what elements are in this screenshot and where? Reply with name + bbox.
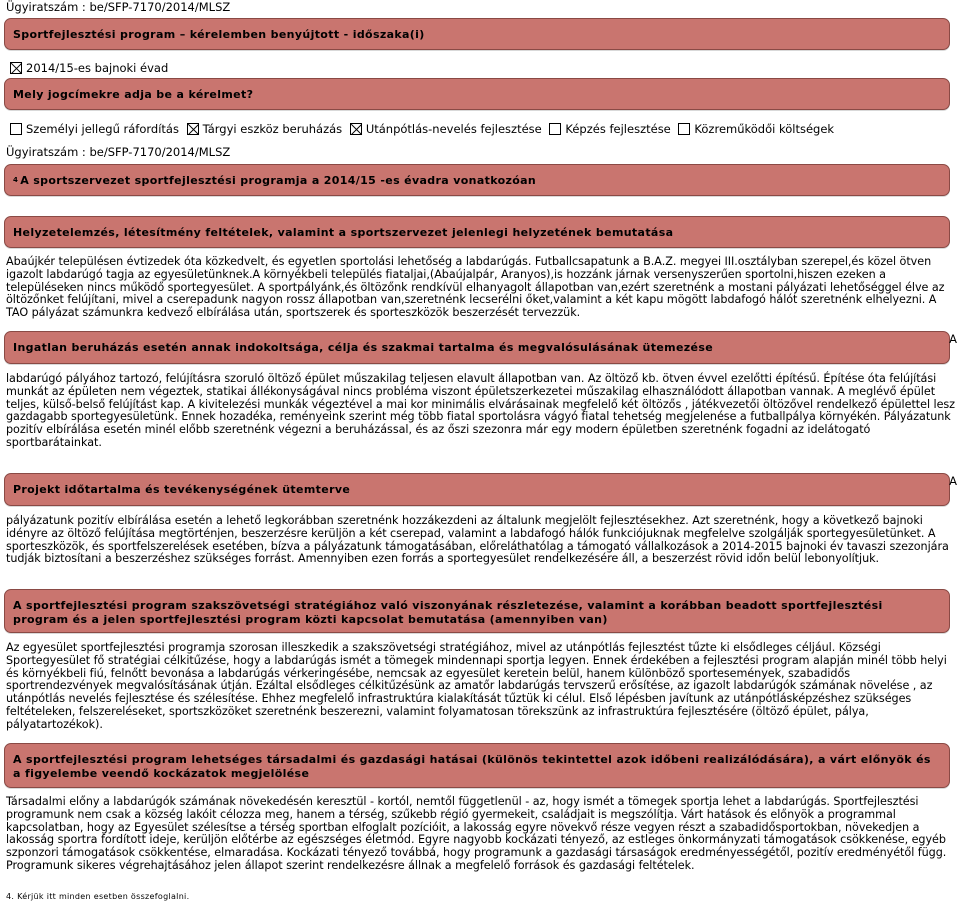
season-label: 2014/15-es bajnoki évad [26, 61, 169, 75]
timeline-section-header [4, 473, 950, 506]
real-estate-section-title: Ingatlan beruházás esetén annak indokoltsága, célja és szakmai tartalma és megvalósulásának ütemezése [13, 341, 714, 354]
timeline-marker: A [949, 474, 957, 488]
personnel-label: Személyi jellegű ráfordítás [26, 122, 179, 136]
grounds-options [10, 122, 838, 136]
real-estate-text: labdarúgó pályához tartozó, felújításra szoruló öltöző épület műszakilag teljesen elavult állapotban van. Az öltöző kb. ötven évvel ezelőtti építésű. Építése óta felújítási munkát az épületen nem végeztek, statikai állékonyságával nincs probléma viszont épületszerkezetei műszakilag elhasználódott állapotban vannak. A meglévő épület teljes, külső-belső felújítást kap. A kivitelezési munkák végeztével a mai kor minimális elvárásainak megfelelő két öltözős , játékvezetői öltözővel rendelkező épülettel lesz gazdagabb sportegyesületünk. Ennek hozadéka, reményeink szerint még több fiatal sportolásra vágyó fiatal tehetség megjelenése a futballpálya környékén. Pályázatunk pozitív elbírálása esetén minél előbb szeretnénk végezni a beruházással, és az őszi szezonra már egy modern épületben szeretnénk fogadni az idelátogató sportbarátainkat. [6, 372, 956, 449]
footnote-reference: 4 [13, 176, 19, 184]
intermediary-checkbox[interactable] [678, 123, 690, 135]
situation-text: Abaújkér településen évtizedek óta közkedvelt, és egyetlen sportolási lehetőség a labdarúgás. Futballcsapatunk a B.A.Z. megyei III.osztályban szerepel,és közel ötven igazolt labdarúgó tagja az egyesületünknek.A környékbeli település fiataljai,(Abaújalpár, Aranyos),is hozzánk járnak versenyszerűen sportolni,hiszen ezeken a településeken nincs működő sportegyesület. A sportpályánk,és öltözőnk rendkívül elhanyagolt állapotban van,ezért szeretnénk a mostani pályázati lehetőséggel élve az öltözőnket felújítani, mivel a cserepadunk nagyon rossz állapotban van,szeretnénk lecserélni őket,valamint a két kapu mögött labdafogó hálót szeretnénk elhelyezni. A TAO pályázat számunkra kedvező elbírálása után, sportszerek és sporteszközök beszerzését tervezzük. [6, 255, 945, 320]
youth-checkbox[interactable] [350, 123, 362, 135]
assets-label: Tárgyi eszköz beruházás [202, 122, 343, 136]
timeline-section-title: Projekt időtartalma és tevékenységének ütemterve [13, 483, 351, 496]
personnel-checkbox[interactable] [10, 123, 22, 135]
program-section-header [4, 164, 950, 196]
intermediary-label: Közreműködői költségek [694, 122, 835, 136]
training-label: Képzés fejlesztése [565, 122, 671, 136]
period-section-header [4, 18, 950, 50]
case-number-middle: Ügyiratszám : be/SFP-7170/2014/MLSZ [6, 145, 231, 159]
training-checkbox[interactable] [549, 123, 561, 135]
situation-section-title: Helyzetelemzés, létesítmény feltételek, valamint a sportszervezet jelenlegi helyzetének bemutatása [13, 225, 674, 239]
season-option[interactable] [10, 61, 168, 75]
grounds-option-assets[interactable] [187, 122, 343, 136]
strategy-text: Az egyesület sportfejlesztési programja szorosan illeszkedik a szakszövetségi stratégiához, mivel az utánpótlás fejlesztést tűzte ki elsődleges céljául. Községi Sportegyesület fő stratégiai célkitűzése, hogy a labdarúgás ismét a tömegek mindennapi sportja legyen. Ennek érdekében a fejlesztési program alapján minél több helyi és környékbeli fiú, felnőtt bevonása a labdarúgás vérkeringésébe, nemcsak az egyesület keretein belül, hanem különböző sportesemények, szabadidős sportrendezvények megvalósításának útján. Ezáltal elsődleges célkitűzésünk az amatőr labdarúgás tervszerű erősítése, az igazolt labdarúgók számának növelése , az utánpótlás nevelés fejlesztése és szélesítése. Ehhez megfelelő infrastruktúra kialakítását tűztük ki célul. Első lépésben javítunk az utánpótlásképzéshez szükséges feltételeken, felszereléseket, sportszközöket szeretnénk beszerezni, valamint folyamatosan törekszünk az infrastruktúra fejlesztésére (öltöző épület, pálya, pályatartozékok). [6, 641, 947, 731]
situation-section-header [4, 216, 950, 248]
case-number-top: Ügyiratszám : be/SFP-7170/2014/MLSZ [6, 0, 231, 14]
strategy-section-title: A sportfejlesztési program szakszövetségi stratégiához való viszonyának részletezése, valamint a korábban beadott sportfejlesztési program és a jelen sportfejlesztési program közti kapcsolat bemutatása (amennyiben van) [13, 599, 883, 626]
period-section-title: Sportfejlesztési program – kérelemben benyújtott - időszaka(i) [13, 27, 425, 41]
grounds-option-training[interactable] [549, 122, 670, 136]
impact-text: Társadalmi előny a labdarúgók számának növekedésén keresztül - kortól, nemtől függetlenül - az, hogy ismét a tömegek sportja lehet a labdarúgás. Sportfejlesztési programunk nem csak a község lakóit célozza meg, hanem a térség, szűkebb régió gyermekeit, családjait is megszólítja. Várt hatások és előnyök a programmal kapcsolatban, hogy az Egyesület szélesítse a térség sportban elfoglalt pozícióit, a lakosság egyre növekvő része vegyen részt a szabadidősportokban, növekedjen a lakosság sportra fordított ideje, kerüljön előtérbe az egészséges életmód. Egyre nagyobb kockázati tényező, az estleges önkormányzati támogatások csökkenése, egyéb szponzori támogatások csökkentése, elmaradása. Kockázati tényező továbbá, hogy programunk a gazdasági társaságok eredményességétől, pozitív eredményétől függ. Programunk sikeres végrehajtásához jelen állapot szerint rendelkezésre állnak a megfelelő források és gazdasági feltételek. [6, 795, 947, 872]
grounds-section-header [4, 78, 950, 110]
timeline-text: pályázatunk pozitív elbírálása esetén a lehető legkorábban szeretnénk hozzákezdeni az általunk megjelölt fejlesztésekhez. Azt szeretnénk, hogy a következő bajnoki idényre az öltöző felújítása megtörténjen, beszerzésre kerüljön a két cserepad, valamint a labdafogó hálók funkciójuknak megfelelve szolgálják sportegyesületünket. A sporteszközök, és sportfelszerelések esetében, bízva a pályázatunk támogatásában, előreláthatólag a támogató vállalkozások a 2014-2015 bajnoki év tavaszi szezonjára tudják biztosítani a beszerzéshez szükséges forrást. Amennyiben ezen forrás a sportegyesület rendelkezésére áll, a beszerzést rövid időn belül lebonyolítjuk. [6, 514, 949, 566]
grounds-option-intermediary[interactable] [678, 122, 834, 136]
grounds-option-personnel[interactable] [10, 122, 179, 136]
strategy-section-header [4, 589, 950, 633]
season-checkbox[interactable] [10, 62, 22, 74]
impact-section-header [4, 743, 950, 788]
footnote: 4. Kérjük itt minden esetben összefoglalni. [6, 892, 190, 901]
grounds-option-youth[interactable] [350, 122, 542, 136]
real-estate-section-header [4, 331, 950, 364]
real-estate-marker: A [949, 332, 957, 346]
program-section-title: A sportszervezet sportfejlesztési programja a 2014/15 -es évadra vonatkozóan [20, 173, 537, 187]
grounds-section-title: Mely jogcímekre adja be a kérelmet? [13, 87, 254, 101]
youth-label: Utánpótlás-nevelés fejlesztése [365, 122, 542, 136]
impact-section-title: A sportfejlesztési program lehetséges társadalmi és gazdasági hatásai (különös tekintettel azok időbeni realizálódására), a várt előnyök és a figyelembe veendő kockázatok megjelölése [13, 753, 931, 780]
assets-checkbox[interactable] [187, 123, 199, 135]
